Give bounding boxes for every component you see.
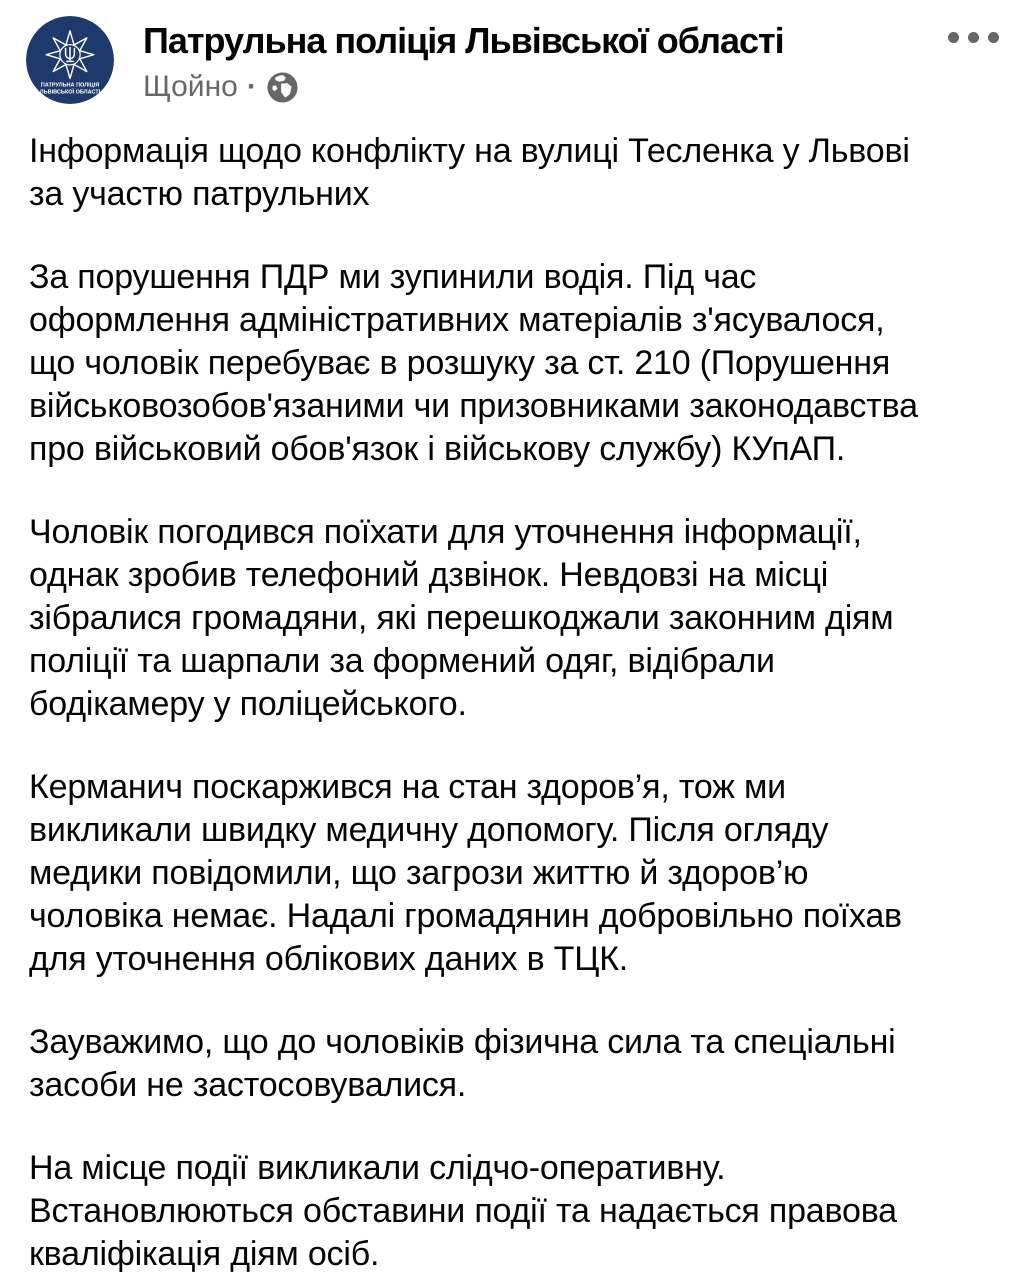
post-text-line: На місце події викликали слідчо-оперативну. (29, 1149, 726, 1188)
more-options-icon (988, 32, 999, 43)
post-text-line: для уточнення облікових даних в ТЦК. (29, 940, 629, 979)
page-avatar[interactable] (26, 16, 114, 104)
svg-text:ПАТРУЛЬНА ПОЛІЦІЯ: ПАТРУЛЬНА ПОЛІЦІЯ (40, 82, 100, 89)
meta-separator: · (246, 69, 257, 103)
page-name-link[interactable]: Патрульна поліція Львівської області (143, 20, 784, 61)
post-text-line: чоловіка немає. Надалі громадянин добровільно поїхав (29, 897, 902, 936)
post-paragraph (29, 511, 1001, 726)
post-text-line: За порушення ПДР ми зупинили водія. Під час (29, 258, 757, 297)
post-text-line: за участю патрульних (29, 175, 370, 214)
post-text-line: медики повідомили, що загрози життю й здоров’ю (29, 854, 809, 893)
post-text-line: Керманич поскаржився на стан здоров’я, тож ми (29, 768, 786, 807)
post-text-line: про військовий обов'язок і військову службу) КУпАП. (29, 430, 846, 469)
post-text-line: викликали швидку медичну допомогу. Після огляду (29, 811, 829, 850)
post-paragraph (29, 1147, 1001, 1276)
more-options-icon (968, 32, 979, 43)
globe-icon (266, 71, 299, 104)
more-options-button[interactable] (946, 26, 1001, 49)
post-header (0, 0, 1029, 104)
post-text-line: що чоловік перебуває в розшуку за ст. 210 (Порушення (29, 344, 891, 383)
svg-text:ЛЬВІВСЬКОЇ ОБЛАСТІ: ЛЬВІВСЬКОЇ ОБЛАСТІ (39, 89, 101, 96)
post-text-line: бодікамеру у поліцейського. (29, 685, 467, 724)
post-text-line: Чоловік погодився поїхати для уточнення інформації, (29, 513, 862, 552)
post-text-line: засоби не застосовувалися. (29, 1066, 467, 1105)
post-text (0, 130, 1029, 1276)
post-text-line: зібралися громадяни, які перешкоджали законним діям (29, 599, 894, 638)
post-text-line: кваліфікація діям осіб. (29, 1235, 380, 1274)
more-options-icon (948, 32, 959, 43)
post-paragraph (29, 766, 1001, 981)
header-info (143, 16, 784, 104)
post-meta (143, 69, 784, 104)
post-text-line: поліції та шарпали за формений одяг, відібрали (29, 642, 775, 681)
post-text-line: військовозобов'язаними чи призовниками законодавства (29, 387, 918, 426)
police-emblem-icon (26, 16, 114, 104)
post-paragraph (29, 256, 1001, 471)
post-paragraph (29, 130, 1001, 216)
post-text-line: однак зробив телефоний дзвінок. Невдовзі на місці (29, 556, 829, 595)
post-text-line: Зауважимо, що до чоловіків фізична сила та спеціальні (29, 1023, 896, 1062)
post-text-line: оформлення адміністративних матеріалів з'ясувалося, (29, 301, 885, 340)
post-paragraph (29, 1021, 1001, 1107)
post-timestamp[interactable]: Щойно (143, 69, 238, 103)
post-text-line: Встановлюються обставини події та надається правова (29, 1192, 897, 1231)
post-text-line: Інформація щодо конфлікту на вулиці Тесленка у Львові (29, 132, 910, 171)
